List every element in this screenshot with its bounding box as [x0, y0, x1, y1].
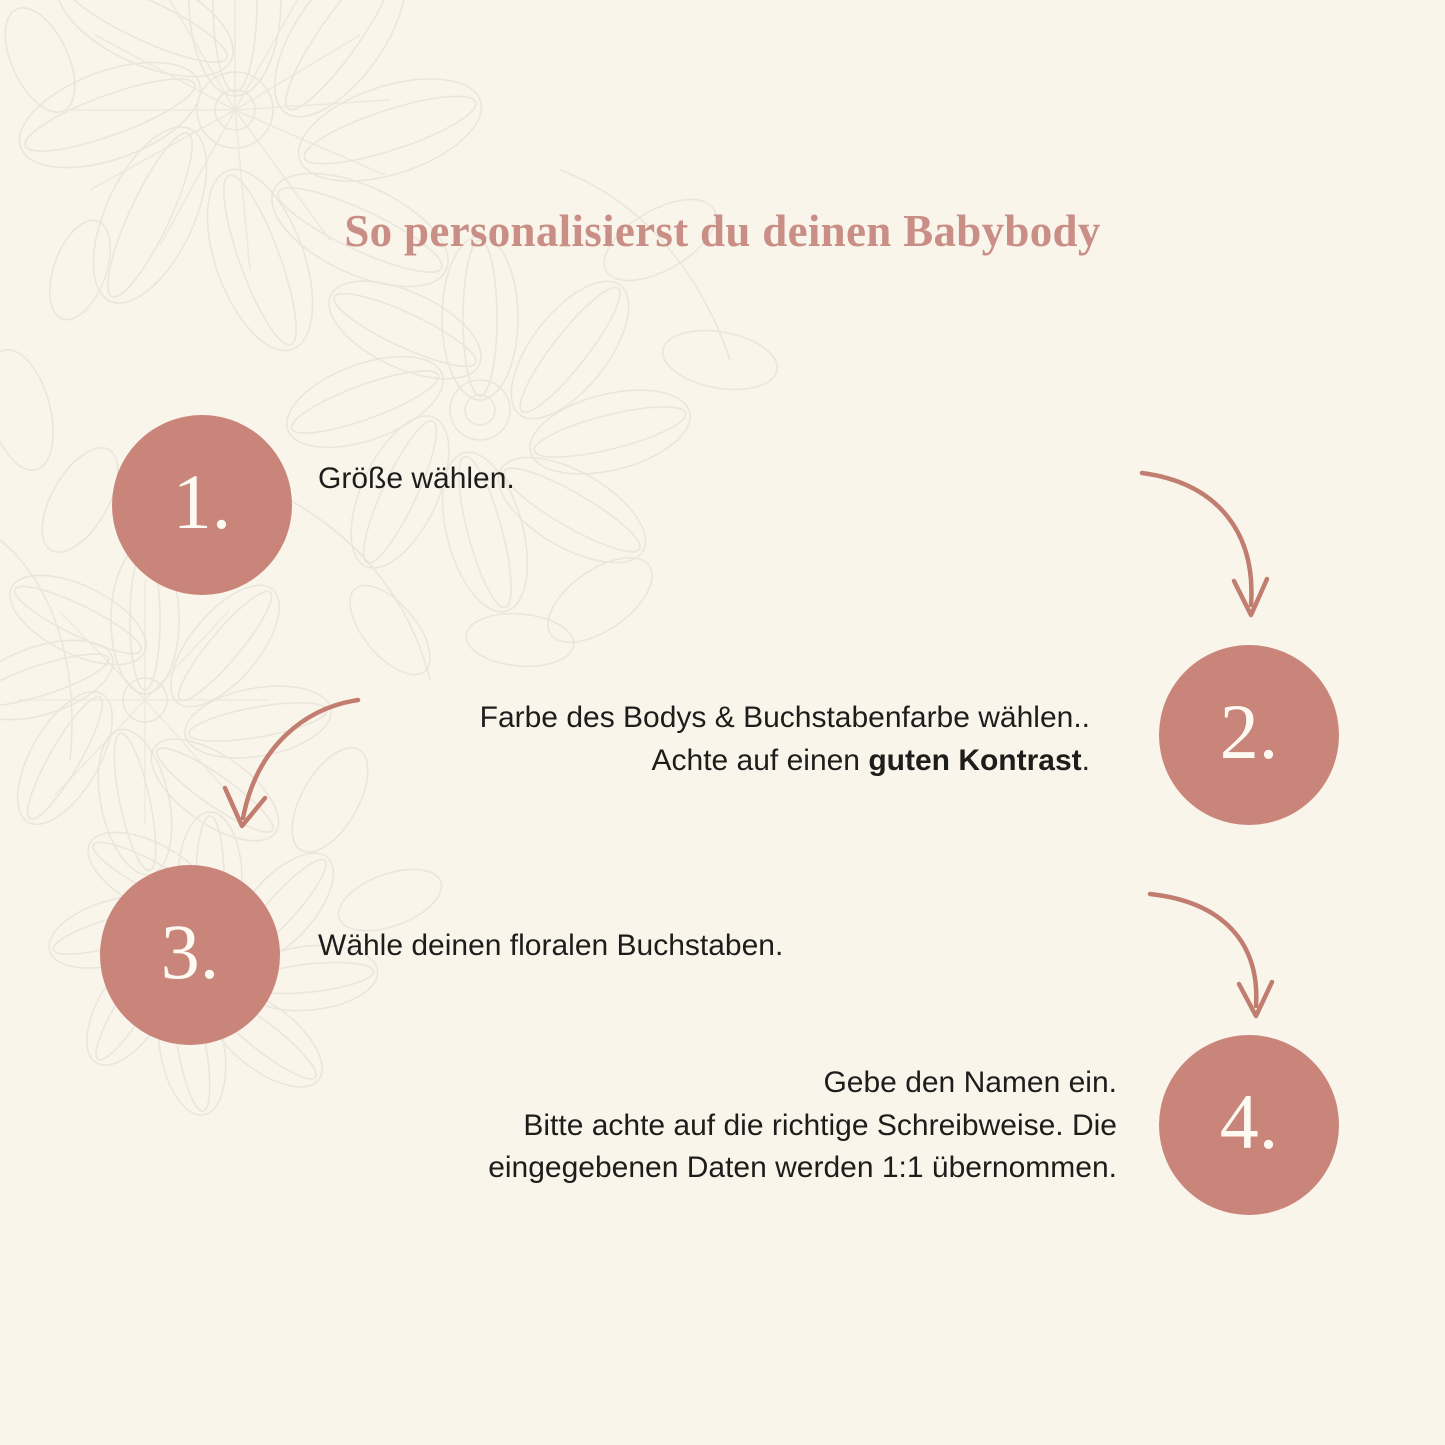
step-2-number: 2. — [1219, 688, 1279, 775]
step-2-line-2 — [370, 740, 1090, 783]
step-3-number: 3. — [160, 908, 220, 995]
step-2-line-2-bold: guten Kontrast — [868, 743, 1082, 777]
step-4-line-1: Gebe den Namen ein. — [823, 1066, 1117, 1099]
step-1-badge — [112, 415, 292, 595]
step-1-number: 1. — [172, 458, 232, 545]
page-title: So personalisierst du deinen Babybody — [344, 206, 1101, 256]
step-3-text: Wähle deinen floralen Buchstaben. — [318, 929, 784, 962]
step-4-badge — [1159, 1035, 1339, 1215]
curved-arrow-down-icon — [1130, 455, 1290, 645]
step-2-badge — [1159, 645, 1339, 825]
curved-arrow-down-left-icon — [195, 690, 370, 850]
step-4-line-3: eingegebenen Daten werden 1:1 übernommen. — [488, 1151, 1117, 1185]
step-2-text — [370, 697, 1090, 782]
step-1-text: Größe wählen. — [318, 462, 515, 495]
step-4-number: 4. — [1219, 1078, 1279, 1165]
step-4-line-2: Bitte achte auf die richtige Schreibweise. Die — [523, 1108, 1117, 1142]
step-4-text — [387, 1062, 1117, 1190]
step-2-line-2-prefix: Achte auf einen — [651, 743, 869, 777]
step-2-line-1: Farbe des Bodys & Buchstabenfarbe wählen.. — [479, 701, 1090, 734]
step-2-line-2-suffix: . — [1081, 743, 1090, 777]
curved-arrow-down-icon — [1140, 880, 1310, 1040]
step-3-badge — [100, 865, 280, 1045]
